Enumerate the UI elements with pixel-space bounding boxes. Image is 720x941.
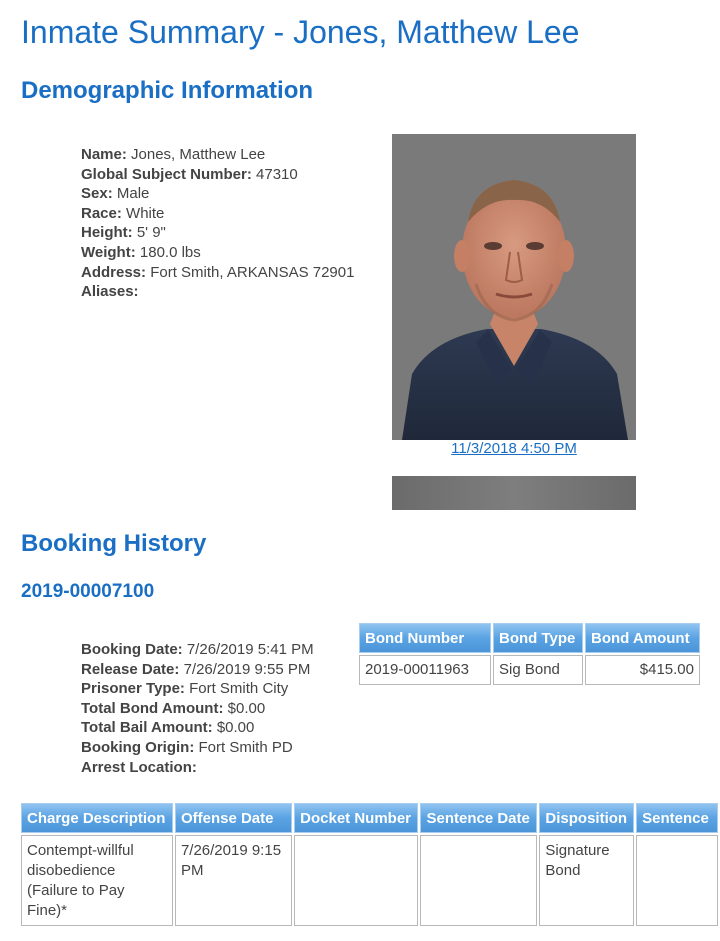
page-title: Inmate Summary - Jones, Matthew Lee <box>21 14 580 50</box>
bond-amount-header: Bond Amount <box>585 623 700 653</box>
additional-photo[interactable] <box>392 476 636 510</box>
race-row <box>81 204 354 224</box>
arrest-location-label: Arrest Location: <box>81 758 197 776</box>
prisoner-type-label: Prisoner Type: <box>81 680 185 698</box>
disposition-cell: Signature Bond <box>539 835 634 926</box>
mugshot-image <box>392 134 636 440</box>
bond-table-header-row <box>359 623 700 653</box>
table-row <box>359 655 700 685</box>
sentence-date-header: Sentence Date <box>420 803 537 833</box>
booking-date-value: 7/26/2019 5:41 PM <box>186 641 314 658</box>
bond-type-cell: Sig Bond <box>493 655 583 685</box>
weight-value: 180.0 lbs <box>139 243 201 261</box>
bond-number-header: Bond Number <box>359 623 491 653</box>
height-value: 5' 9" <box>136 224 166 242</box>
bond-number-cell: 2019-00011963 <box>359 655 491 685</box>
sentence-cell <box>636 835 718 926</box>
booking-history-heading: Booking History <box>21 530 207 557</box>
offense-date-header: Offense Date <box>175 803 292 833</box>
bond-table <box>357 621 702 687</box>
total-bail-amount-label: Total Bail Amount: <box>81 719 213 737</box>
height-label: Height: <box>81 224 133 242</box>
booking-origin-row <box>81 738 314 758</box>
arrest-location-row <box>81 758 314 778</box>
demographic-heading: Demographic Information <box>21 77 314 104</box>
aliases-row <box>81 282 354 302</box>
sentence-date-cell <box>420 835 537 926</box>
bond-type-header: Bond Type <box>493 623 583 653</box>
aliases-label: Aliases: <box>81 283 139 301</box>
bond-amount-cell: $415.00 <box>585 655 700 685</box>
global-subject-number-row <box>81 165 354 185</box>
charge-table-header-row <box>21 803 718 833</box>
sex-value: Male <box>116 185 150 203</box>
total-bail-amount-value: $0.00 <box>216 719 255 737</box>
mugshot-photo[interactable] <box>392 134 636 440</box>
booking-number: 2019-00007100 <box>21 581 155 602</box>
booking-info <box>81 640 314 777</box>
global-subject-number-label: Global Subject Number: <box>81 165 252 183</box>
name-row <box>81 145 354 165</box>
global-subject-number-value: 47310 <box>256 165 298 183</box>
booking-origin-label: Booking Origin: <box>81 738 195 756</box>
address-row <box>81 263 354 283</box>
total-bond-amount-value: $0.00 <box>227 699 266 717</box>
table-row <box>21 835 718 926</box>
offense-date-cell: 7/26/2019 9:15 PM <box>175 835 292 926</box>
booking-origin-value: Fort Smith PD <box>198 738 293 756</box>
name-label: Name: <box>81 146 127 163</box>
total-bond-amount-label: Total Bond Amount: <box>81 699 224 717</box>
prisoner-type-row <box>81 679 314 699</box>
charge-description-header: Charge Description <box>21 803 173 833</box>
demographic-info <box>81 145 354 302</box>
release-date-row <box>81 660 314 680</box>
race-label: Race: <box>81 204 122 222</box>
name-value: Jones, Matthew Lee <box>131 146 266 163</box>
sex-row <box>81 184 354 204</box>
charge-table <box>19 801 720 928</box>
docket-number-header: Docket Number <box>294 803 418 833</box>
address-label: Address: <box>81 263 147 281</box>
address-value: Fort Smith, ARKANSAS 72901 <box>150 263 355 281</box>
booking-date-row <box>81 640 314 660</box>
sex-label: Sex: <box>81 185 113 203</box>
height-row <box>81 223 354 243</box>
booking-date-label: Booking Date: <box>81 641 183 658</box>
weight-label: Weight: <box>81 243 136 261</box>
disposition-header: Disposition <box>539 803 634 833</box>
race-value: White <box>126 204 165 222</box>
charge-description-cell: Contempt-willful disobedience (Failure to Pay Fine)* <box>21 835 173 926</box>
docket-number-cell <box>294 835 418 926</box>
release-date-label: Release Date: <box>81 660 180 678</box>
sentence-header: Sentence <box>636 803 718 833</box>
mugshot-date-link[interactable]: 11/3/2018 4:50 PM <box>451 440 577 457</box>
total-bail-amount-row <box>81 718 314 738</box>
total-bond-amount-row <box>81 699 314 719</box>
weight-row <box>81 243 354 263</box>
release-date-value: 7/26/2019 9:55 PM <box>183 660 311 678</box>
prisoner-type-value: Fort Smith City <box>189 680 289 698</box>
